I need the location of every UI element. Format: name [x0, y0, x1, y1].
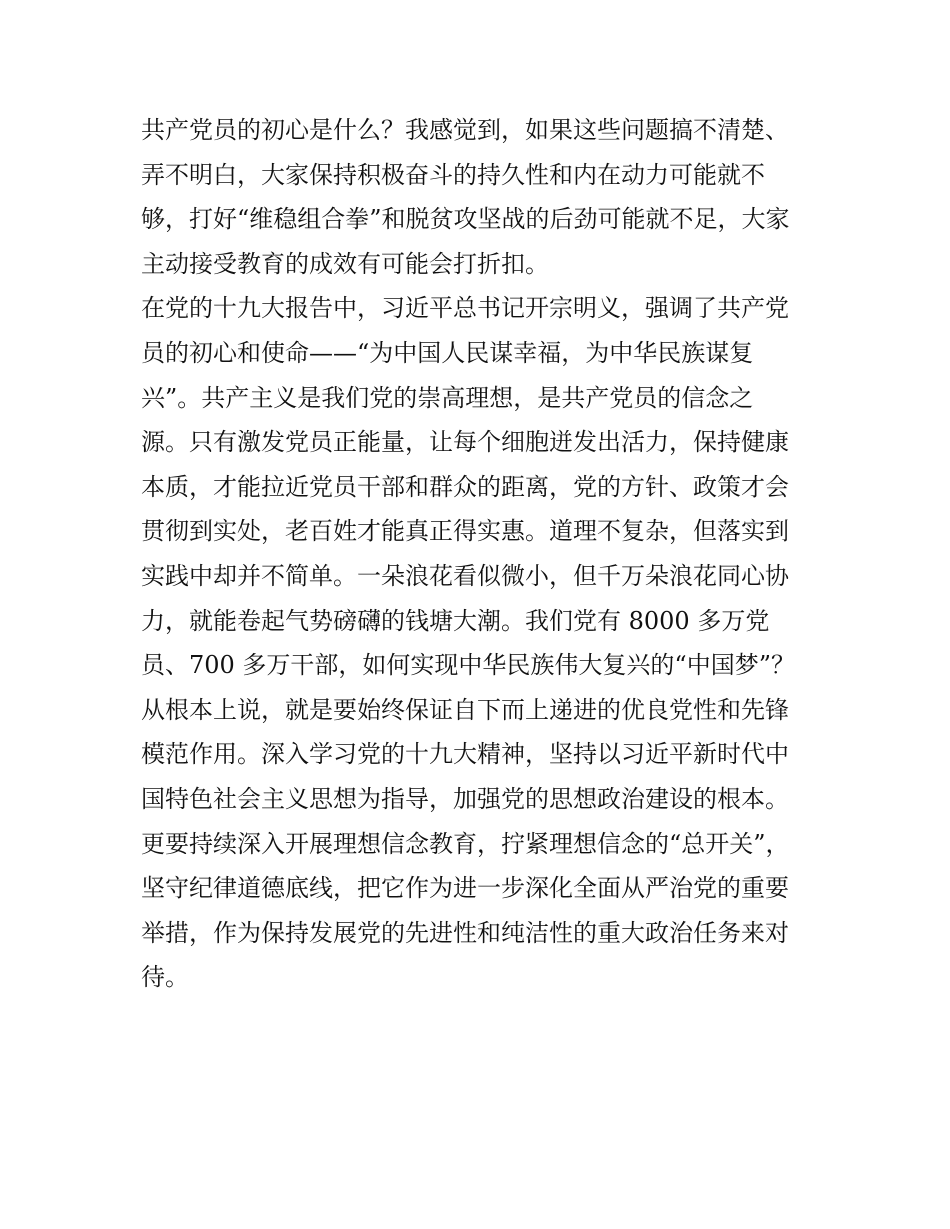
text-line: 够，打好“维稳组合拳”和脱贫攻坚战的后劲可能就不足，大家: [141, 205, 790, 234]
text-line: 员的初心和使命——“为中国人民谋幸福，为中华民族谋复: [141, 338, 754, 367]
text-line: 兴”。共产主义是我们党的崇高理想，是共产党员的信念之: [141, 383, 754, 412]
text-line: 实践中却并不简单。一朵浪花看似微小，但千万朵浪花同心协: [141, 561, 789, 590]
text-line: 力，就能卷起气势磅礴的钱塘大潮。我们党有 8000 多万党: [141, 606, 770, 635]
text-line: 坚守纪律道德底线，把它作为进一步深化全面从严治党的重要: [141, 874, 789, 903]
text-line: 更要持续深入开展理想信念教育，拧紧理想信念的“总开关”，: [141, 829, 790, 858]
body-text: [141, 108, 821, 1000]
text-line: 国特色社会主义思想为指导，加强党的思想政治建设的根本。: [141, 784, 789, 813]
text-line: 从根本上说，就是要始终保证自下而上递进的优良党性和先锋: [141, 695, 789, 724]
text-line: 贯彻到实处，老百姓才能真正得实惠。道理不复杂，但落实到: [141, 517, 789, 546]
text-line: 在党的十九大报告中，习近平总书记开宗明义，强调了共产党: [141, 294, 789, 323]
text-line: 源。只有激发党员正能量，让每个细胞迸发出活力，保持健康: [141, 428, 789, 457]
text-line: 举措，作为保持发展党的先进性和纯洁性的重大政治任务来对: [141, 918, 789, 947]
text-line: 主动接受教育的成效有可能会打折扣。: [141, 249, 549, 278]
text-line: 模范作用。深入学习党的十九大精神，坚持以习近平新时代中: [141, 740, 789, 769]
text-line: 待。: [141, 963, 189, 992]
text-line: 共产党员的初心是什么？我感觉到，如果这些问题搞不清楚、: [141, 116, 789, 144]
text-line: 弄不明白，大家保持积极奋斗的持久性和内在动力可能就不: [141, 160, 765, 189]
text-line: 本质，才能拉近党员干部和群众的距离，党的方针、政策才会: [141, 472, 789, 501]
text-line: 员、700 多万干部，如何实现中华民族伟大复兴的“中国梦”？: [141, 651, 795, 680]
